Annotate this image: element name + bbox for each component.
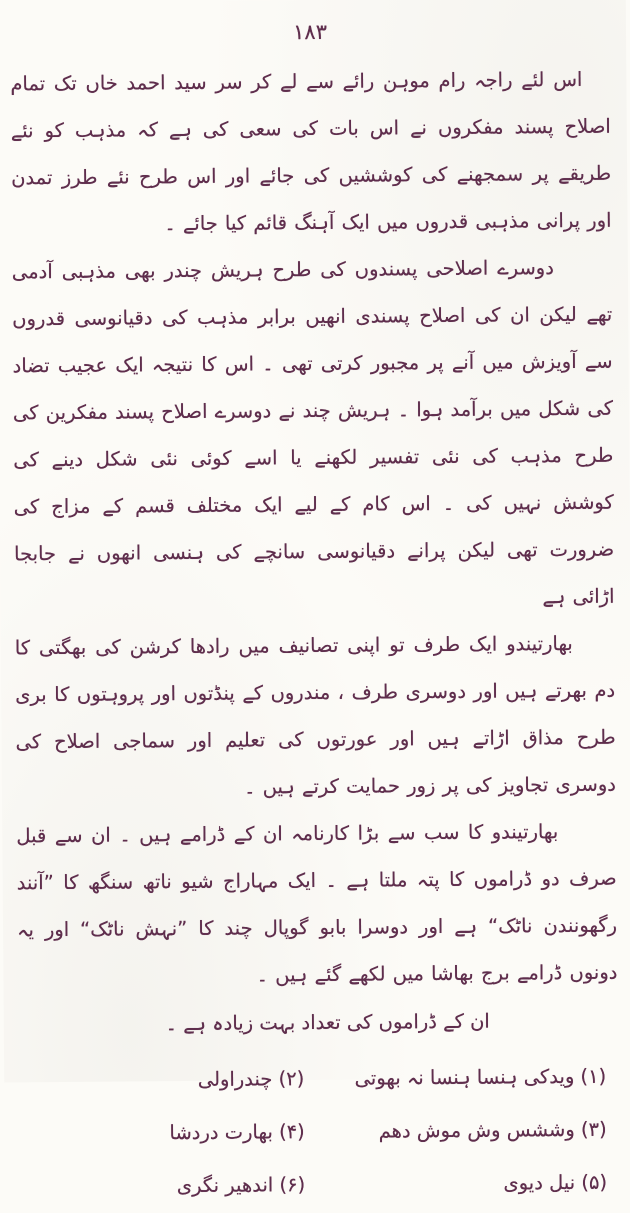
drama-list-row xyxy=(58,1050,606,1107)
paragraph-bharatendu-satire: بھارتیندو ایک طرف تو اپنی تصانیف میں رادھا کرشن کی بھگتی کا دم بھرتے ہیں اور دوسری طرف ، مندروں کے پنڈتوں اور پروہتوں کا بری طرح مذاق اڑاتے ہیں اور عورتوں کی تعلیم اور سماجی اصلاح کی دوسری تجاویز کی پر زور حمایت کرتے ہیں ۔ xyxy=(14,631,617,799)
drama-count-line: ان کے ڈراموں کی تعداد بہت زیادہ ہے ۔ xyxy=(165,1009,490,1036)
drama-item-1: (۱) ویدکی ہنسا ہنسا نہ بھوتی xyxy=(354,1064,607,1090)
drama-item-6: (۶) اندھیر نگری xyxy=(176,1173,306,1198)
drama-item-5: (۵) نیل دیوی xyxy=(503,1170,608,1195)
page-number: ۱۸۳ xyxy=(292,19,328,45)
drama-item-3: (۳) وششس وش موش دھم xyxy=(378,1117,607,1143)
paragraph-reformist-thinkers: اس لئے راجہ رام موہن رائے سے لے کر سر سید احمد خاں تک تمام اصلاح پسند مفکروں نے اس بات کی سعی کی ہے کہ مذہب کو نئے طریقے پر سمجھنے کی کوششیں کی جائے اور اس طرح نئے طرز تمدن اور پرانی مذہبی قدروں میں ایک آہنگ قائم کیا جائے ۔ xyxy=(10,67,612,236)
drama-list xyxy=(18,1050,619,1213)
drama-item-2: (۲) چندراولی xyxy=(197,1067,305,1091)
drama-list-row xyxy=(59,1156,607,1213)
drama-list-row xyxy=(58,1103,606,1160)
drama-item-4: (۴) بھارت دردشا xyxy=(169,1120,305,1145)
paragraph-harishchandra-religion: دوسرے اصلاحی پسندوں کی طرح ہریش چندر بھی مذہبی آدمی تھے لیکن ان کی اصلاح پسندی انھیں برابر مذہب کی دقیانوسی قدروں سے آویزش میں آنے پر مجبور کرتی تھی ۔ اس کا نتیجہ ایک عجیب تضاد کی شکل میں برآمد ہوا ۔ ہریش چند نے دوسرے اصلاح پسند مفکرین کی طرح مذہب کی نئی تفسیر لکھنے یا اسے کوئی نئی شکل دینے کی کوشش نہیں کی ۔ اس کام کے لیے ایک مختلف قسم کے مزاج کی ضرورت تھی لیکن پرانے دقیانوسی سانچے کی ہنسی انھوں نے جابجا اڑائی ہے xyxy=(11,256,615,609)
paragraph-bharatendu-dramas: بھارتیندو کا سب سے بڑا کارنامہ ان کے ڈرامے ہیں ۔ ان سے قبل صرف دو ڈراموں کا پتہ ملتا ہے ۔ ایک مہاراج شیو ناتھ سنگھ کا ”آنند رگھونندن ناٹک“ ہے اور دوسرا بابو گوپال چند کا ”نہش ناٹک“ اور یہ دونوں ڈرامے برج بھاشا میں لکھے گئے ہیں ۔ xyxy=(16,820,618,987)
